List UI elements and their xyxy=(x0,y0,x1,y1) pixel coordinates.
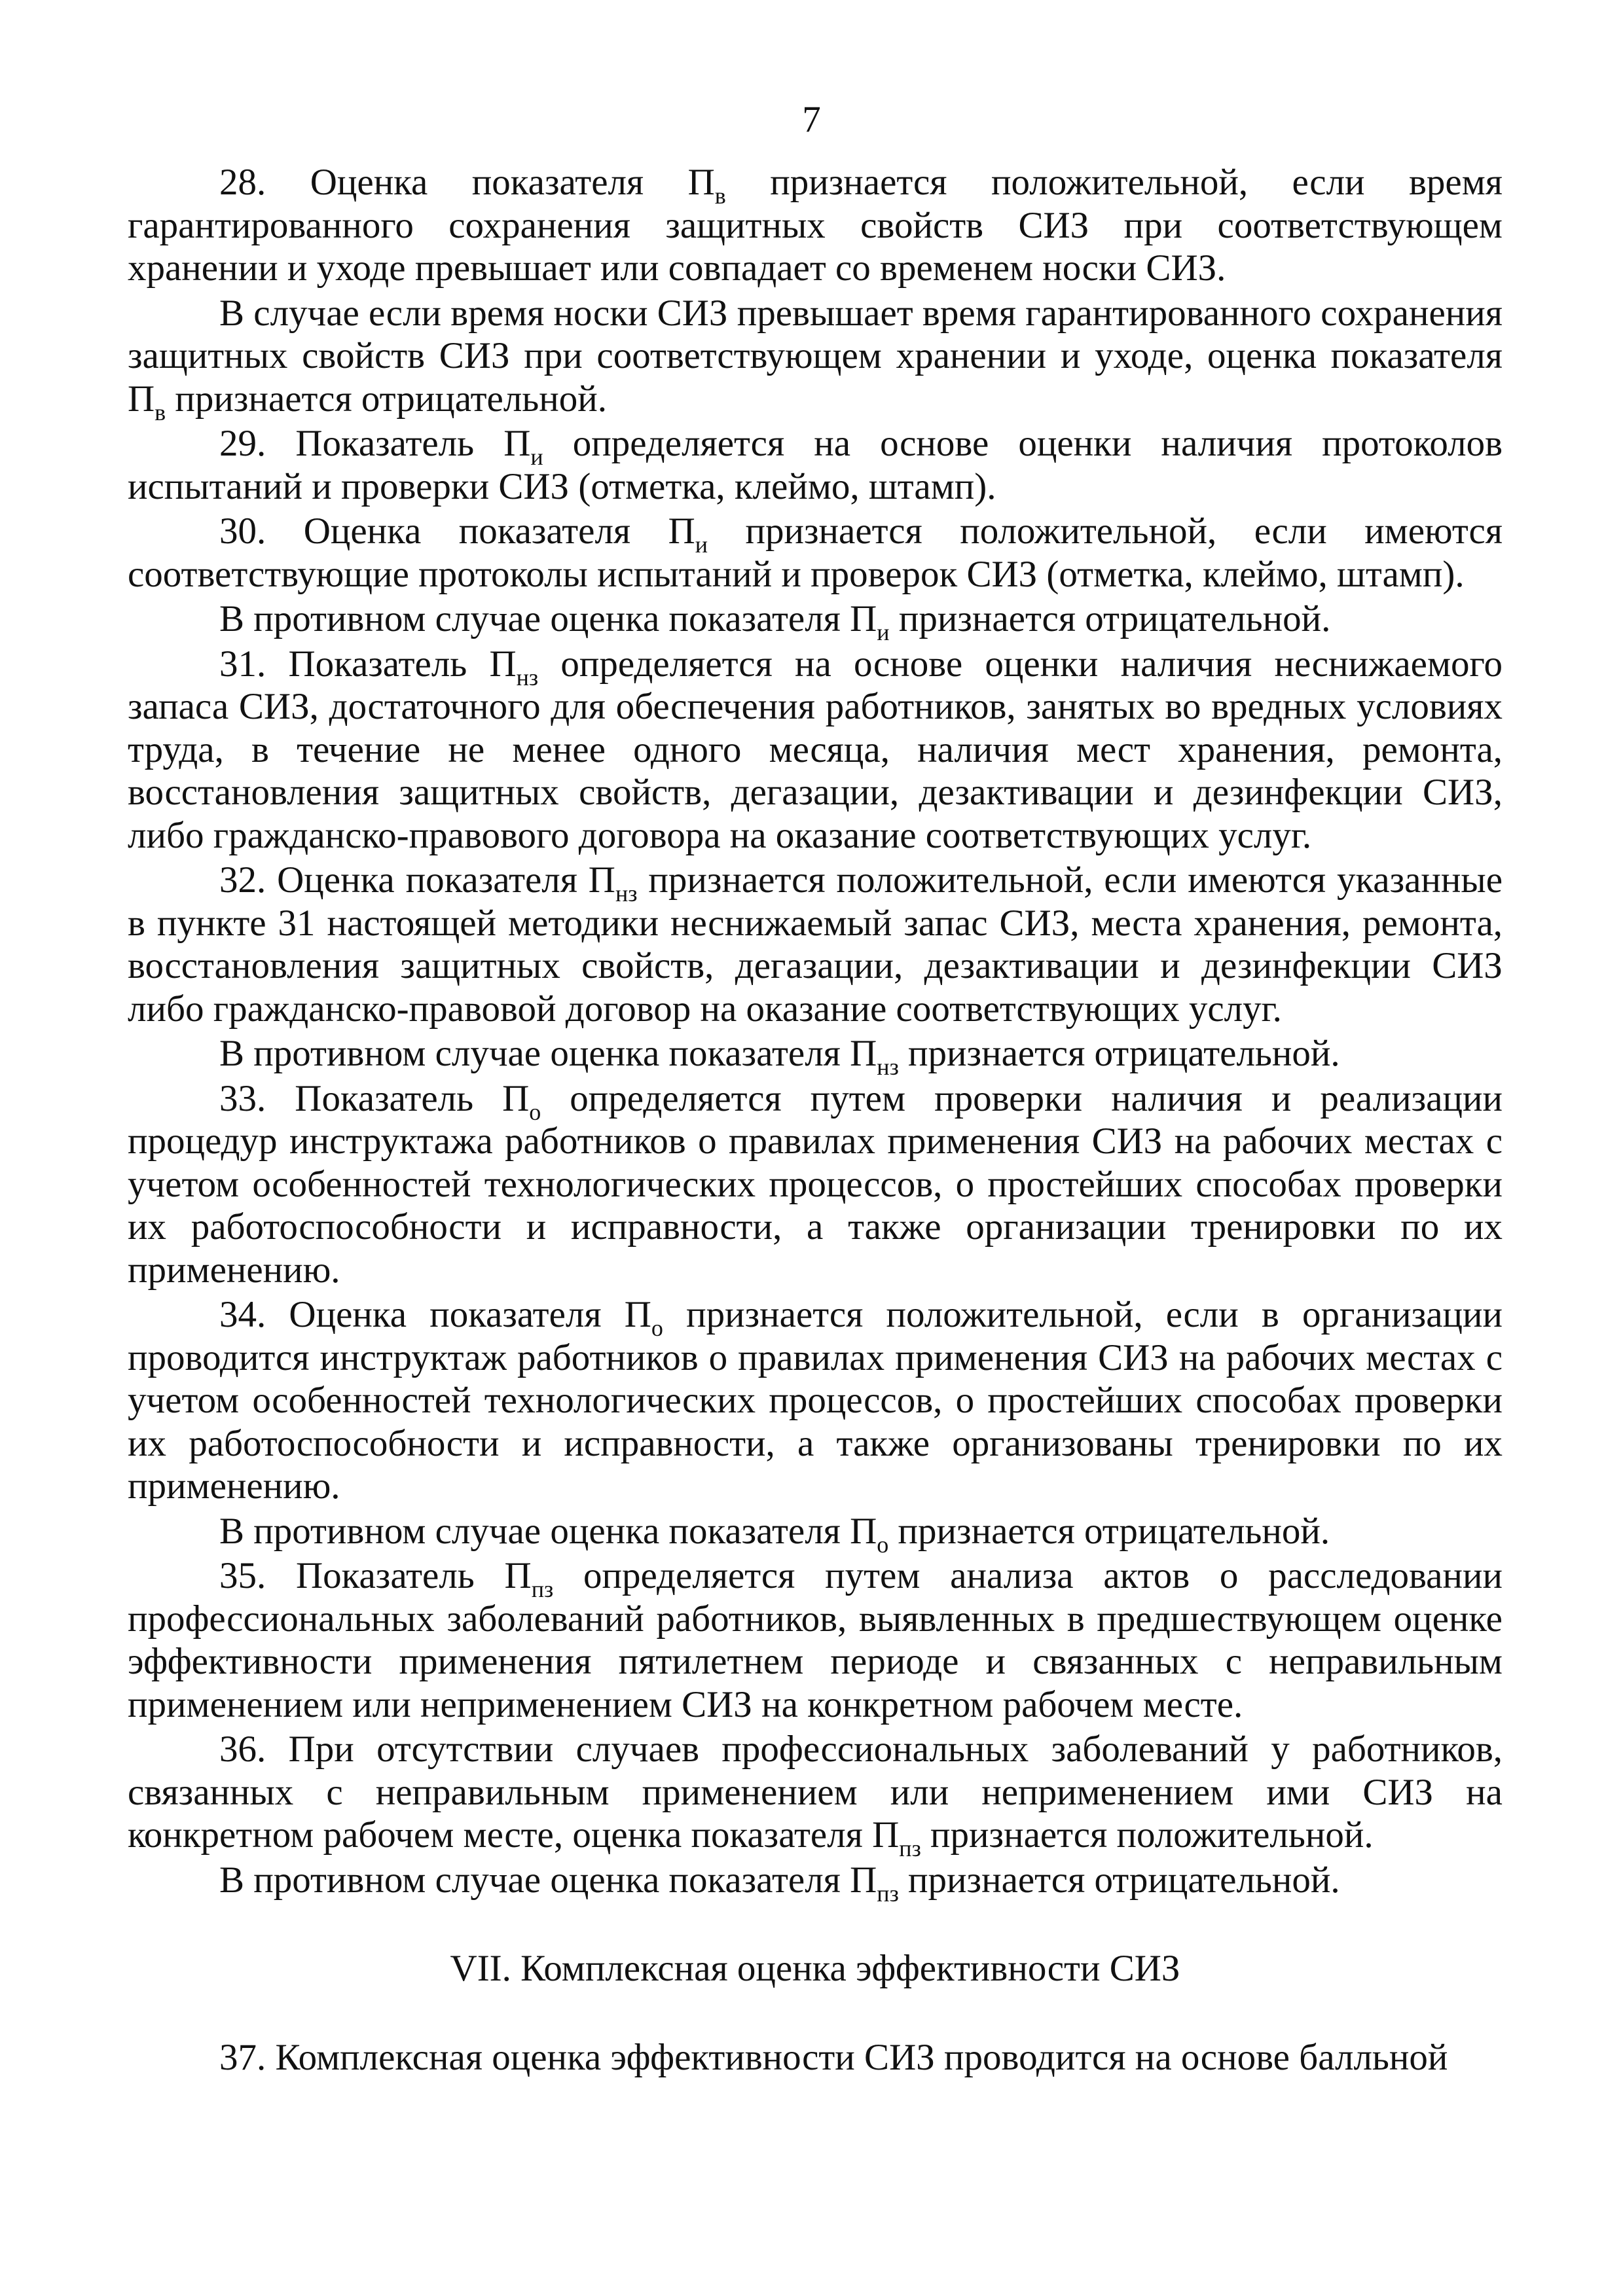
paragraph-28-negative: В случае если время носки СИЗ превышает время гарантированного сохранения защитных свойств СИЗ при соответствующем хранении и уходе, оценка показателя $П_в$ признается отрицательной. xyxy=(128,292,1503,425)
paragraph-33: 33. Показатель $П_о$ определяется путем проверки наличия и реализации процедур инструктажа работников о правилах применения СИЗ на рабочих местах с учетом особенностей технологических процессов, о простейших способах проверки их работоспособности и исправности, а также организации тренировки по их применению. xyxy=(128,1077,1503,1291)
paragraph-32-negative: В противном случае оценка показателя $П_{нз}$ признается отрицательной. xyxy=(219,1033,1340,1080)
paragraph-37: 37. Комплексная оценка эффективности СИЗ проводится на основе балльной xyxy=(219,2036,1448,2078)
section-heading: VII. Комплексная оценка эффективности СИЗ xyxy=(450,1948,1180,1989)
paragraph-32: 32. Оценка показателя $П_{нз}$ признается положительной, если имеются указанные в пункте 31 настоящей методики неснижаемый запас СИЗ, места хранения, ремонта, восстановления защитных свойств, дегазации, дезактивации и дезинфекции СИЗ либо гражданско-правовой договор на оказание соответствующих услуг. xyxy=(128,859,1503,1030)
paragraph-30: 30. Оценка показателя $П_и$ признается положительной, если имеются соответствующие протоколы испытаний и проверок СИЗ (отметка, клеймо, штамп). xyxy=(128,511,1503,595)
paragraph-30-negative: В противном случае оценка показателя $П_и$ признается отрицательной. xyxy=(219,598,1331,645)
paragraph-28: 28. Оценка показателя $П_в$ признается положительной, если время гарантированного сохранения защитных свойств СИЗ при соответствующем хранении и уходе превышает или совпадает со временем носки СИЗ. xyxy=(128,162,1503,289)
paragraph-31: 31. Показатель $П_{нз}$ определяется на основе оценки наличия неснижаемого запаса СИЗ, достаточного для обеспечения работников, занятых во вредных условиях труда, в течение не менее одного месяца, наличия мест хранения, ремонта, восстановления защитных свойств, дегазации, дезактивации и дезинфекции СИЗ, либо гражданско-правового договора на оказание соответствующих услуг. xyxy=(128,643,1503,856)
paragraph-35: 35. Показатель $П_{пз}$ определяется путем анализа актов о расследовании профессиональных заболеваний работников, выявленных в предшествующем оценке эффективности применения пятилетнем периоде и связанных с неправильным применением или неприменением СИЗ на конкретном рабочем месте. xyxy=(128,1555,1503,1725)
paragraph-29: 29. Показатель $П_и$ определяется на основе оценки наличия протоколов испытаний и проверки СИЗ (отметка, клеймо, штамп). xyxy=(128,423,1503,507)
page-number: 7 xyxy=(802,99,821,140)
document-body xyxy=(128,161,1503,2081)
paragraph-36: 36. При отсутствии случаев профессиональных заболеваний у работников, связанных с неправильным применением или неприменением ими СИЗ на конкретном рабочем месте, оценка показателя $П_{пз}$ признается положительной. xyxy=(128,1729,1503,1861)
paragraph-34: 34. Оценка показателя $П_о$ признается положительной, если в организации проводится инструктаж работников о правилах применения СИЗ на рабочих местах с учетом особенностей технологических процессов, о простейших способах проверки их работоспособности и исправности, а также организованы тренировки по их применению. xyxy=(128,1294,1503,1507)
paragraph-36-negative: В противном случае оценка показателя $П_{пз}$ признается отрицательной. xyxy=(219,1859,1340,1907)
paragraph-34-negative: В противном случае оценка показателя $П_о$ признается отрицательной. xyxy=(219,1510,1330,1558)
